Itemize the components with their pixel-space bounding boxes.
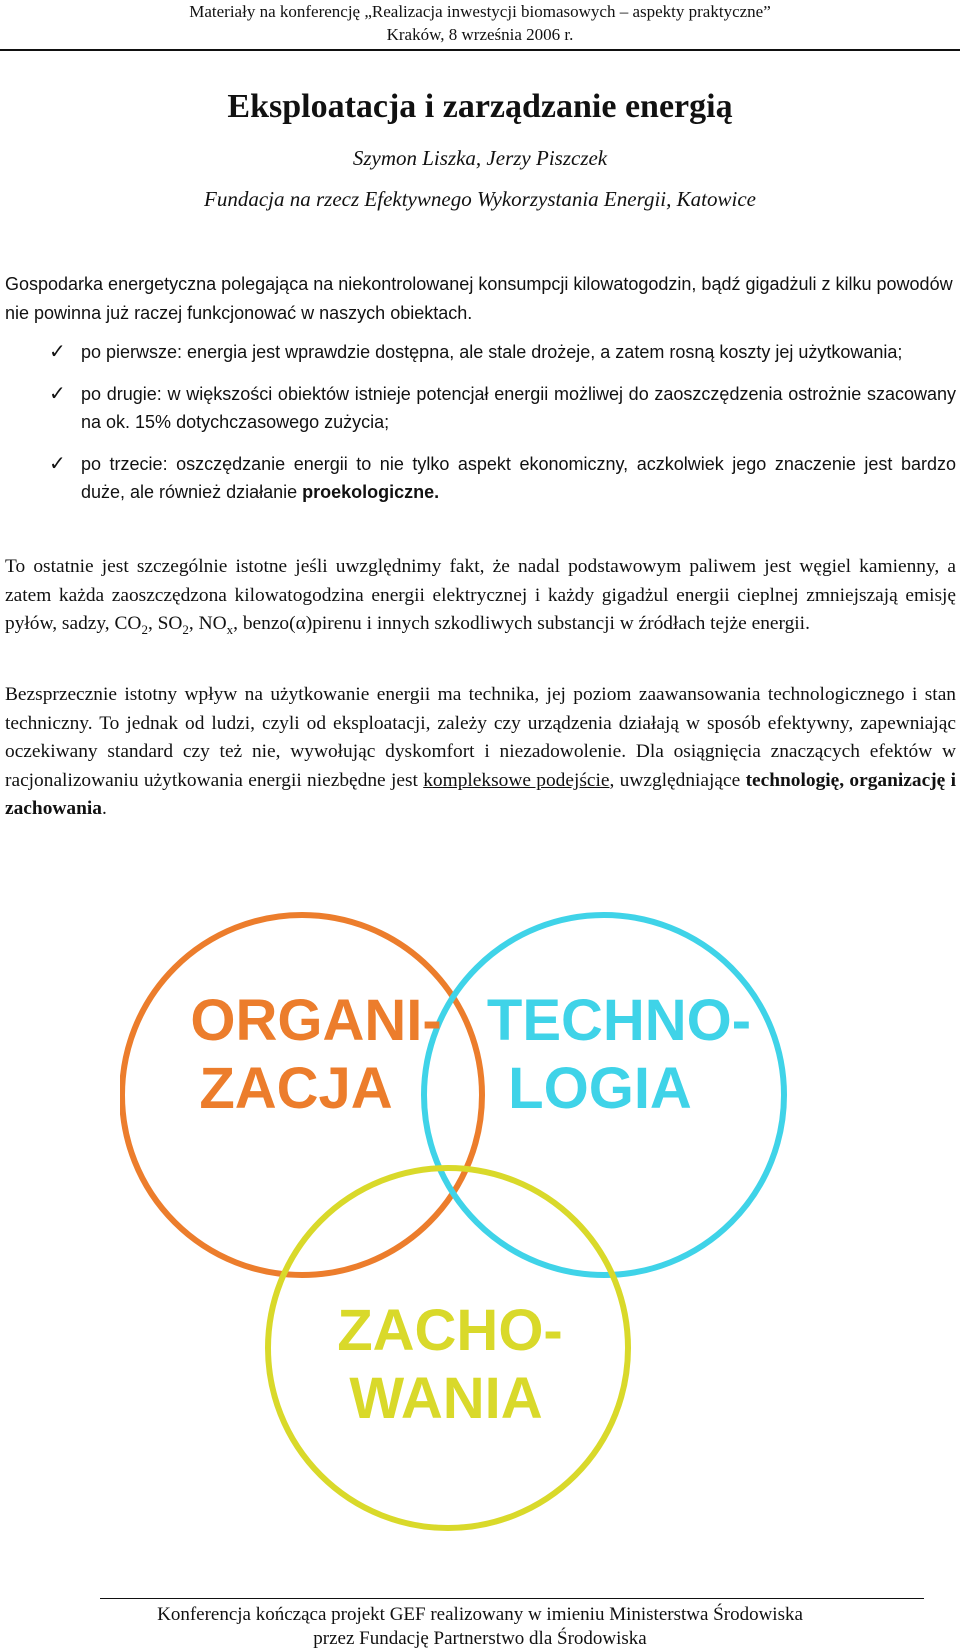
bullet-text: po pierwsze: energia jest wprawdzie dostępna, ale stale drożeje, a zatem rosną koszty jej użytkowania;: [81, 342, 903, 362]
list-item: [5, 450, 956, 506]
list-item: [5, 338, 956, 366]
header-line-1: Materiały na konferencję „Realizacja inwestycji biomasowych – aspekty praktyczne”: [189, 2, 771, 21]
bullet-bold-text: proekologiczne.: [302, 482, 440, 502]
checkmark-icon: ✓: [49, 383, 66, 405]
venn-diagram: [120, 890, 840, 1570]
bullet-list: [5, 338, 956, 520]
authors: Szymon Liszka, Jerzy Piszczek: [352, 146, 608, 170]
subscript: x: [226, 622, 234, 638]
text-run: To ostatnie jest szczególnie istotne jeśli uwzględnimy fakt, że nadal podstawowym paliwem jest węgiel kamienny, a zatem każda zaoszczędzona kilowatogodzina energii elektrycznej i każdy gigadżul energii cieplnej zmniejszają emisję pyłów, sadzy, CO: [5, 556, 956, 635]
technologia-label-2: LOGIA: [508, 1056, 692, 1121]
bullet-text: po drugie: w większości obiektów istnieje potencjał energii możliwej do zaoszczędzenia ostrożnie szacowany na ok. 15% dotychczasowego zużycia;: [81, 384, 956, 432]
page-title: Eksploatacja i zarządzanie energią: [227, 88, 733, 125]
organizacja-label-2: ZACJA: [199, 1056, 393, 1121]
running-footer: [0, 1603, 960, 1651]
running-header: [0, 0, 960, 46]
subscript: 2: [141, 622, 148, 638]
underlined-text: kompleksowe podejście: [423, 769, 610, 791]
affiliation: Fundacja na rzecz Efektywnego Wykorzystania Energii, Katowice: [204, 187, 756, 211]
text-run: , uwzględniające: [609, 769, 746, 791]
list-item: [5, 380, 956, 436]
text-run: , NO: [188, 613, 227, 635]
text-run: Bezsprzecznie istotny wpływ na użytkowanie energii ma technika, jej poziom zaawansowania technologicznego i stan techniczny. To jednak od ludzi, czyli od eksploatacji, zależy czy urządzenia działają w sposób efektywny, zapewniając oczekiwany standard czy też nie, wywołując dyskomfort i niezadowolenie. Dla osiągnięcia znaczących efektów w racjonalizowaniu użytkowania energii niezbędne jest: [5, 684, 956, 791]
zachowania-label-2: WANIA: [349, 1366, 543, 1431]
footer-line-1: Konferencja kończąca projekt GEF realizowany w imieniu Ministerstwa Środowiska: [157, 1604, 803, 1625]
checkmark-icon: ✓: [49, 341, 66, 363]
checkmark-icon: ✓: [49, 453, 66, 475]
subscript: 2: [182, 622, 189, 638]
paragraph-emissions: [5, 553, 956, 639]
organizacja-label-1: ORGANI-: [190, 988, 442, 1053]
bold-text: technologię, organizację i zachowania: [5, 769, 956, 820]
zachowania-label-1: ZACHO-: [337, 1298, 563, 1363]
paragraph-technology: [5, 681, 956, 824]
header-rule: [0, 49, 960, 51]
text-run: , benzo(α)pirenu i innych szkodliwych substancji w źródłach tejże energii.: [233, 613, 810, 635]
footer-rule: [100, 1598, 924, 1599]
text-run: .: [101, 798, 107, 820]
footer-line-2: przez Fundację Partnerstwo dla Środowiska: [313, 1628, 647, 1649]
header-line-2: Kraków, 8 września 2006 r.: [386, 25, 574, 44]
text-run: , SO: [147, 613, 183, 635]
intro-paragraph: Gospodarka energetyczna polegająca na niekontrolowanej konsumpcji kilowatogodzin, bądź gigadżuli z kilku powodów nie powinna już raczej funkcjonować w naszych obiektach.: [5, 274, 953, 323]
bullet-text: po trzecie: oszczędzanie energii to nie tylko aspekt ekonomiczny, aczkolwiek jego znaczenie jest bardzo duże, ale również działanie: [81, 454, 956, 502]
technologia-label-1: TECHNO-: [486, 988, 752, 1053]
